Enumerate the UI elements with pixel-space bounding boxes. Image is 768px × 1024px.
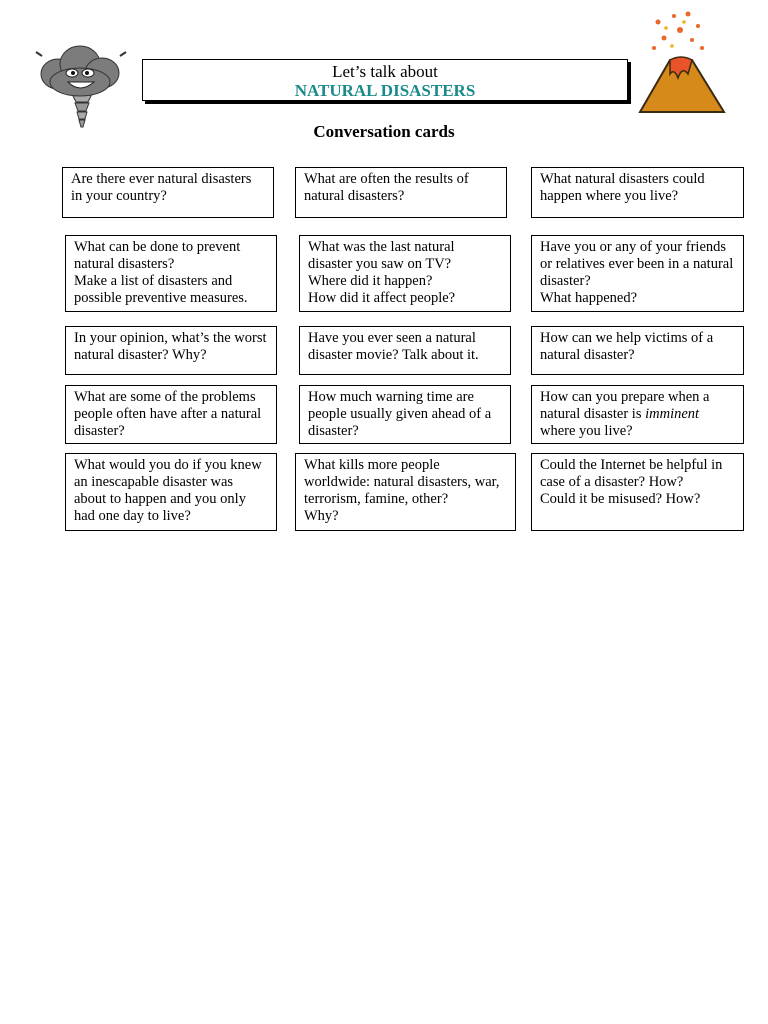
card-2: [295, 167, 507, 218]
card-15-line-2: Could it be misused? How?: [540, 491, 701, 507]
card-8-line-1: Have you ever seen a natural disaster movie? Talk about it.: [308, 330, 479, 363]
card-4: [65, 235, 277, 312]
card-9: [531, 326, 744, 375]
card-11: [299, 385, 511, 444]
card-1: [62, 167, 274, 218]
title-line1: Let’s talk about: [332, 62, 438, 81]
card-4-line-2: Make a list of disasters and possible preventive measures.: [74, 273, 248, 306]
card-12-line-1: [540, 389, 735, 440]
card-12-text-pre: How can you prepare when a natural disaster is: [540, 389, 710, 422]
card-7: [65, 326, 277, 375]
card-12-text-emphasis: imminent: [645, 406, 700, 422]
title-box: [142, 59, 628, 101]
card-15: [531, 453, 744, 531]
card-6-line-2: What happened?: [540, 290, 638, 306]
card-6-line-1: Have you or any of your friends or relatives ever been in a natural disaster?: [540, 239, 734, 289]
card-14-line-2: Why?: [304, 508, 339, 524]
card-14-line-1: What kills more people worldwide: natural disasters, war, terrorism, famine, other?: [304, 457, 500, 507]
subtitle: Conversation cards: [313, 122, 455, 141]
card-5-line-2: Where did it happen?: [308, 273, 433, 289]
card-12-text-post: where you live?: [540, 423, 633, 439]
card-11-line-1: How much warning time are people usually given ahead of a disaster?: [308, 389, 492, 439]
tornado-cloud-image: [28, 40, 132, 134]
card-7-line-1: In your opinion, what’s the worst natural disaster? Why?: [74, 330, 267, 363]
card-14: [295, 453, 516, 531]
card-9-line-1: How can we help victims of a natural disaster?: [540, 330, 714, 363]
card-4-line-1: What can be done to prevent natural disasters?: [74, 239, 241, 272]
card-3-line-1: What natural disasters could happen where you live?: [540, 171, 705, 204]
volcano-image: [636, 8, 728, 120]
card-2-line-1: What are often the results of natural disasters?: [304, 171, 469, 204]
card-8: [299, 326, 511, 375]
title-line2: NATURAL DISASTERS: [294, 81, 476, 100]
card-5-line-1: What was the last natural disaster you saw on TV?: [308, 239, 455, 272]
card-6: [531, 235, 744, 312]
card-13: [65, 453, 277, 531]
card-13-line-1: What would you do if you knew an inescapable disaster was about to happen and you only had one day to live?: [74, 457, 262, 524]
card-5: [299, 235, 511, 312]
card-1-line-1: Are there ever natural disasters in your country?: [71, 171, 252, 204]
card-10-line-1: What are some of the problems people often have after a natural disaster?: [74, 389, 262, 439]
card-10: [65, 385, 277, 444]
card-5-line-3: How did it affect people?: [308, 290, 456, 306]
card-12: [531, 385, 744, 444]
card-15-line-1: Could the Internet be helpful in case of a disaster? How?: [540, 457, 723, 490]
card-3: [531, 167, 744, 218]
